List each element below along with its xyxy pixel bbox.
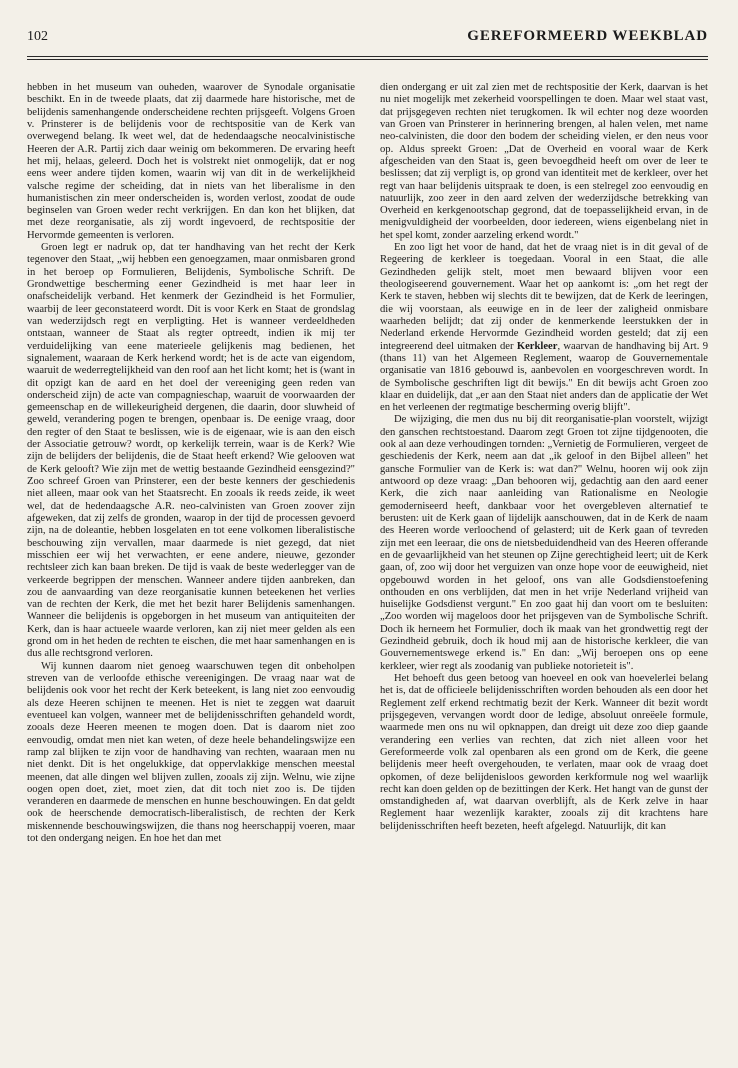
paragraph: En zoo ligt het voor de hand, dat het de vraag niet is in dit geval of de Regeering de kerkleer is toegedaan. Vooral in een Staat, die alle Gezindheden gelijk stelt, moet men bewaard blijven voor een theologiseerend gouvernement. Waar het op aankomt is: „om het regt der Kerk te staven, hebben wij slechts dit te bewijzen, dat de Kerk de leeringen, die wij voorstaan, als eeuwige en in de leer der zaligheid onmisbare waarheden belijdt; dat zij onder de kenmerkende leerstukken der in Nederland erkende Hervormde Gezindheid worden gesteld; dat zij een integreerend deel uitmaken der Kerkleer, waarvan de handhaving bij Art. 9 (thans 11) van het Algemeen Reglement, waarop de Gouvernementale organisatie van 1816 gebouwd is, aanbevolen en voorgeschreven wordt. In de Symbolische geschriften ligt dit bewijs." En dit bewijs acht Groen zoo klaar en duidelijk, dat „er aan den Staat niet anders dan de applicatie der Wet en het verleenen der regtmatige bescherming overig blijft". <box>380 242 709 414</box>
paragraph: Het behoeft dus geen betoog van hoeveel en ook van hoevelerlei belang het is, dat de officieele belijdenisschriften worden behouden als een door het Reglement zelf erkend rechtmatig bezit der Kerk. Wanneer dit bezit wordt prijsgegeven, vervangen wordt door de ledige, absoluut onreëele formule, waarmede men ons nu wil opknappen, dan dreigt uit deze zoo diep gaande verandering een verlies van rechten, dat zich niet alleen voor het Gereformeerde volk zal openbaren als een grond om de Kerk, die geene belijdenis meer heeft overgehouden, te verlaten, maar ook de vraag doet opkomen, of deze belijdenisloos geworden kerkformule nog wel waarlijk recht kan doen gelden op de bezittingen der Kerk. Het hangt van de gunst der omstandigheden af, wat daarvan overblijft, als de Kerk zelve in haar Reglement haar wezenlijk karakter, zooals zij dit krachtens hare belijdenisschriften heeft bezeten, heeft afgelegd. Natuurlijk, dit kan <box>380 673 708 832</box>
paragraph: hebben in het museum van ouheden, waarover de Synodale organisatie beschikt. En in de tweede plaats, dat zij daarmede hare historische, met de belijdenis samenhangende onderscheidene rechten prijsgeeft. Volgens Groen v. Prinsterer is de belijdenis voor de rechtspositie van de Kerk van overwegend belang. Ik weet wel, dat de hedendaagsche neocalvinistische Heeren der A.R. Partij zich daar weinig om bekommeren. De ervaring heeft het mij, helaas, geleerd. Doch het is volstrekt niet onmogelijk, dat er nog eens weer andere tijden komen, waarin wij van dit in de werkelijkheid valsche regime der scheiding, dat in niets van het liberalisme in den humanistischen zin meer onderscheiden is, worden verlost, zoodat de oude beginselen van Groen weder recht verkrijgen. En dan kon het blijken, dat met deze reorganisatie, als zij wordt ingevoerd, de rechtspositie der Hervormde gemeenten is verloren. <box>27 82 355 241</box>
text-columns <box>27 82 708 845</box>
paragraph: Groen legt er nadruk op, dat ter handhaving van het recht der Kerk tegenover den Staat, „wij hebben een genoegzamen, maar onmisbaren grond in het beroep op Formulieren, Belijdenis, Symbolische Schrift. De Grondwettige bescherming eener Gezindheid is met haar leer in onafscheidelijk verband. Het kenmerk der Gezindheid is het Formulier, waarbij de leer geconstateerd wordt. Dit is voor Kerk en Staat de grondslag van wederzijdsch regt en verpligting. Het is wanneer verdeeldheden ontstaan, wanneer de Staat als regter optreedt, indien ik mij ter verduidelijking van eene materieele gelijkenis mag bedienen, het signalement, waaraan de Kerk herkend wordt; het is de acte van eigendom, waaruit de wederregtelijkheid van den roof aan het licht komt; het is (want in dit opzigt kan de aard en het doel der vereeniging geen reden van onderscheid zijn) de acte van compagnieschap, waaruit de voorwaarden der gemeenschap en de willekeurigheid dergenen, die daarin, door sluwheid of geweld, verandering pogen te brengen, openbaar is. De eenige vraag, door den regter of den Staat te beslissen, wie is de eigenaar, wie is aan den eisch der Associatie getrouw? wordt, op kerkelijk terrein, waar is de Kerk? Wie zijn de belijders der belijdenis, die de Staat heeft erkend? Wie gelooven wat de Kerk gelooft? Wie zijn met de wettig bestaande Gezindheid eensgezind?" Zoo schreef Groen van Prinsterer, een der beste kenners der geschiedenis niet alleen, maar ook van het Staatsrecht. En zooals ik reeds zeide, ik weet wel, dat de hedendaagsche A.R. neo-calvinisten van Groen zoover zijn afgeweken, dat zij zelfs de gronden, waarop in der tijd de processen gevoerd zijn, na de doleantie, hebben losgelaten en tot eene volkomen liberalistische beschouwing zijn vervallen, maar daarmede is niet gezegd, dat niet misschien eer wij het verwachten, er eene andere, nieuwe, gezonder rechtsleer zich kan baan breken. De tijd is vaak de beste wederlegger van de verkeerde begrippen der menschen. Wanneer andere tijden aanbreken, dan zou de aanvaarding van deze reorganisatie kunnen beteekenen het verlies van de rechten der Kerk, die met het bezit harer Belijdenis samenhangen. Wanneer die belijdenis is opgeborgen in het museum van antiquiteiten der Kerk, dan is haar actueele waarde verloren, kan zij niet meer gelden als een grond om in het heden de rechten te eischen, die met haar samenhangen en is dus alle rechtsgrond verloren. <box>27 242 355 660</box>
bold-term: Kerkleer <box>516 340 558 352</box>
header-rule-thin <box>27 59 708 60</box>
header-rule <box>27 56 708 57</box>
right-column <box>380 82 708 845</box>
left-column <box>27 82 355 845</box>
running-head <box>27 28 708 54</box>
journal-title: GEREFORMEERD WEEKBLAD <box>467 28 708 44</box>
paragraph: Wij kunnen daarom niet genoeg waarschuwen tegen dit onbeholpen streven van de verloofde ethische vereenigingen. De vraag naar wat de belijdenis ook voor het recht der Kerk beteekent, is lang niet zoo eenvoudig als deze Heeren schijnen te meenen. Het is niet te zeggen wat daaruit eventueel kan volgen, wanneer met de belijdenisschriften gehandeld wordt, zooals deze Heeren meenen te mogen doen. Dat is daarom niet zoo eenvoudig, omdat men niet kan weten, of deze heele behandelingswijze een ramp zal blijken te zijn voor de handhaving van rechten, waaraan men nu niet denkt. Dit is het ongelukkige, dat oppervlakkige menschen meestal meenen, dat alle dingen wel blijven zullen, zooals zij zijn. Welnu, wie zijne oogen open doet, ziet, moet zien, dat dit toch niet zoo is. De tijden veranderen en daarmede de menschen en hunne beschouwingen. En dat geldt ook de heerschende democratisch-liberalistisch, de rechten der Kerk miskennende beschouwingswijzen, die thans nog heerschappij voeren, maar tot den ondergang neigen. En hoe het dan met <box>27 660 355 845</box>
paragraph: De wijziging, die men dus nu bij dit reorganisatie-plan voorstelt, wijzigt den ganschen rechtstoestand. Daarom zegt Groen tot zijne tijdgenooten, die ook al aan deze verhoudingen tornden: „Vernietig de Formulieren, vergeet de geschiedenis der Kerk, neem aan dat „ik geloof in den Bijbel alleen" het gansche Formulier van de Kerk is: wat dan?" Welnu, hooren wij ook zijn antwoord op deze vraag: „Dan behooren wij, gedachtig aan den aard eener Kerk, die zich naar aanleiding van Rationalisme en Neologie gemoderniseerd heeft, dankbaar voor het overgebleven alternatief te berusten: uit de Kerk gaan of lijdelijk aanschouwen, dat in de Kerk de naam des Heeren worde verloochend of gelasterd; uit de Kerk gaan of tevreden zijn met een leeraar, die ons de nietsbeduidendheid van des Heeren offerande en de gevaarlijkheid van het steunen op Zijne gerechtigheid leert; uit de Kerk gaan, of, zoo wij door het verguizen van onze hope voor de eeuwigheid, niet opgebouwd worden in het geloof, ons van alle Godsdienstoefening onthouden en ons verblijden, dat men in het vrije Nederland vrijheid van huiselijke Godsdienst vergunt." En zoo gaat hij dan voort om te besluiten: „Zoo worden wij mageloos door het prijsgeven van de Symbolische Schrift. Doch ik herneem het Formulier, doch ik maak van het grondwettig regt der Gezindheid gebruik, doch ik houd mij aan de historische kerkleer, die van Gouvernementswege erkend is." En dan: „Wij beroepen ons op eene kerkleer, wier regt als zoodanig van publieke notorieteit is". <box>380 414 708 672</box>
page-number: 102 <box>27 29 48 44</box>
paragraph: dien ondergang er uit zal zien met de rechtspositie der Kerk, daarvan is het nu niet mogelijk met zekerheid voorspellingen te doen. Maar wel staat vast, dat prijsgegeven rechten niet terugkomen. Ik wil echter nog deze woorden van Groen van Prinsterer in herinnering brengen, al halen velen, met name neo-calvinisten, die door den bodem der scheiding vielen, er den neus voor op. Aldus spreekt Groen: „Dat de Overheid en vooral waar de Kerk afgescheiden van den Staat is, geen bevoegdheid heeft om over de leer te beslissen; dat zij verpligt is, op grond van identiteit met de kerkleer, over het regt van haar belijdenis uitspraak te doen, is een stelregel zoo eenvoudig en natuurlijk, zoo zeer in den aard zelven der wederzijdsche betrekking van Overheid en kerkgenootschap gegrond, dat de toepasselijkheid ervan, in de menigvuldigheid der voorbeelden, door iedereen, wiens eigenbelang niet in het spel komt, zonder aarzeling erkend wordt." <box>380 82 708 241</box>
